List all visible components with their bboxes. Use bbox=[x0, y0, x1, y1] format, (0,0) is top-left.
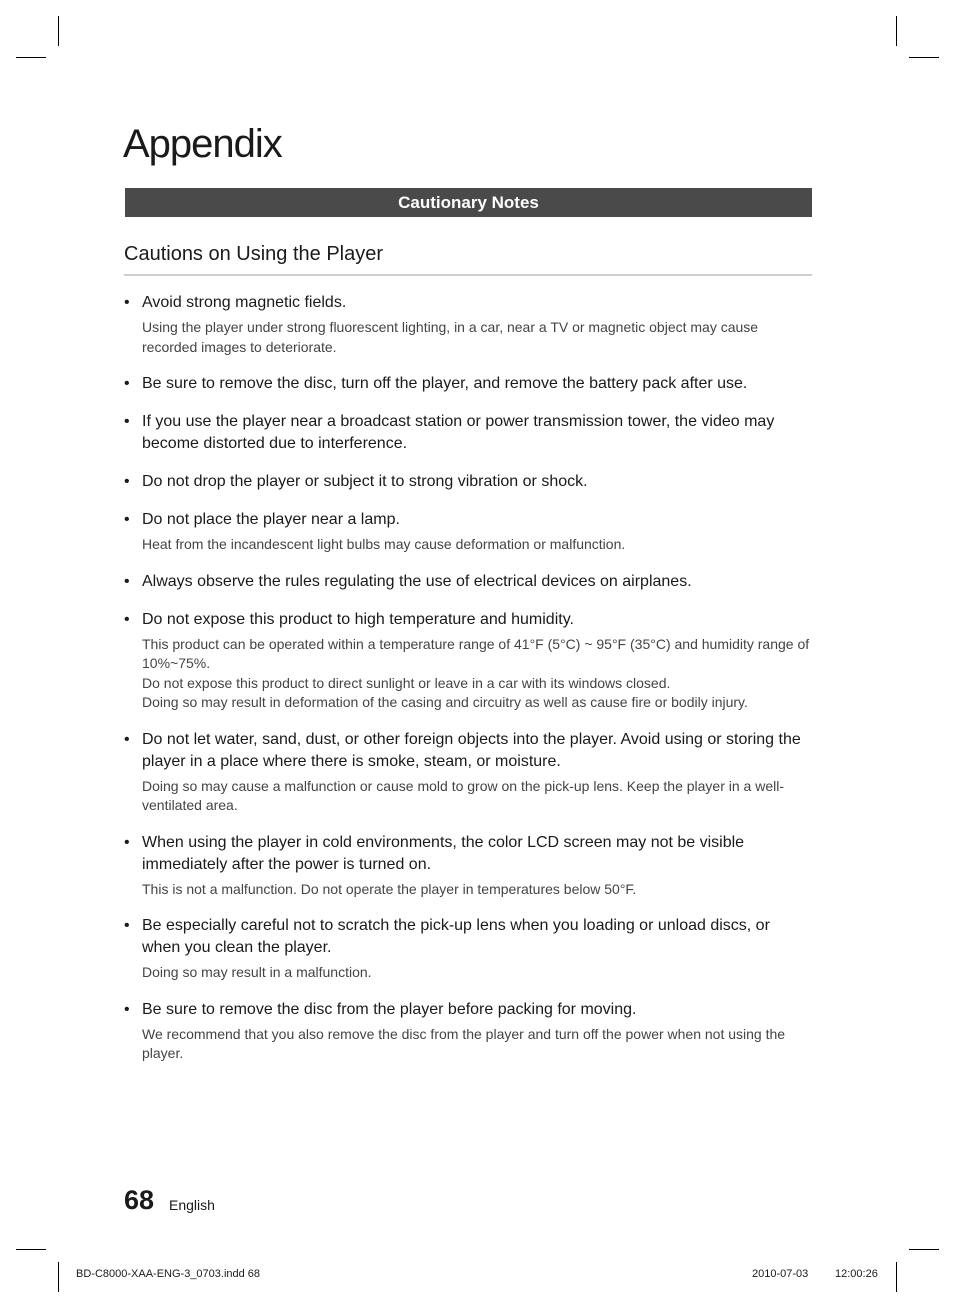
bullet-icon: • bbox=[124, 730, 130, 748]
bullet-icon: • bbox=[124, 610, 130, 628]
caution-detail bbox=[142, 535, 812, 555]
caution-detail-line: Doing so may result in deformation of the casing and circuitry as well as cause fire or bodily injury. bbox=[142, 694, 748, 710]
caution-item bbox=[124, 471, 812, 493]
caution-heading: Be especially careful not to scratch the pick-up lens when you loading or unload discs, or when you clean the player. bbox=[142, 917, 770, 956]
caution-item bbox=[124, 832, 812, 900]
caution-detail bbox=[142, 880, 812, 900]
bullet-icon: • bbox=[124, 511, 130, 528]
crop-mark bbox=[909, 1249, 939, 1250]
caution-list bbox=[124, 292, 812, 1080]
bullet-icon: • bbox=[124, 473, 130, 490]
caution-heading: When using the player in cold environments, the color LCD screen may not be visible immediately after the power is turned on. bbox=[142, 833, 745, 873]
caution-item bbox=[124, 509, 812, 555]
caution-item bbox=[124, 999, 812, 1064]
caution-heading: Do not drop the player or subject it to strong vibration or shock. bbox=[142, 473, 588, 490]
slug-time: 12:00:26 bbox=[835, 1268, 878, 1280]
caution-detail-line: Using the player under strong fluorescent lighting, in a car, near a TV or magnetic object may cause recorded images to deteriorate. bbox=[142, 319, 759, 355]
bullet-icon: • bbox=[124, 294, 130, 311]
section-heading: Cautions on Using the Player bbox=[124, 243, 384, 265]
bullet-icon: • bbox=[124, 833, 130, 851]
bullet-icon: • bbox=[124, 1000, 130, 1018]
caution-item bbox=[124, 609, 812, 713]
caution-heading: Do not let water, sand, dust, or other foreign objects into the player. Avoid using or storing the player in a place where there is smoke, steam, or moisture. bbox=[142, 730, 801, 770]
caution-detail-line: Heat from the incandescent light bulbs may cause deformation or malfunction. bbox=[142, 536, 626, 552]
crop-mark bbox=[896, 16, 897, 46]
crop-mark bbox=[16, 1249, 46, 1250]
caution-heading: Be sure to remove the disc from the player before packing for moving. bbox=[142, 1000, 637, 1018]
caution-item bbox=[124, 373, 812, 395]
crop-mark bbox=[16, 57, 46, 58]
caution-detail-line: Doing so may result in a malfunction. bbox=[142, 964, 372, 980]
caution-item bbox=[124, 411, 812, 455]
caution-detail-line: Do not expose this product to direct sunlight or leave in a car with its windows closed. bbox=[142, 674, 671, 691]
caution-heading: Always observe the rules regulating the use of electrical devices on airplanes. bbox=[142, 572, 692, 590]
crop-mark bbox=[909, 57, 939, 58]
bullet-icon: • bbox=[124, 572, 130, 590]
caution-heading: If you use the player near a broadcast station or power transmission tower, the video may become distorted due to interference. bbox=[142, 413, 775, 452]
caution-item bbox=[124, 571, 812, 593]
caution-detail bbox=[142, 318, 812, 357]
slug-date: 2010-07-03 bbox=[752, 1268, 809, 1280]
caution-detail bbox=[142, 635, 812, 713]
caution-heading: Be sure to remove the disc, turn off the player, and remove the battery pack after use. bbox=[142, 375, 748, 392]
caution-item bbox=[124, 729, 812, 816]
caution-detail bbox=[142, 1025, 812, 1064]
crop-mark bbox=[58, 1262, 59, 1292]
crop-mark bbox=[896, 1262, 897, 1292]
caution-detail bbox=[142, 963, 812, 983]
caution-item bbox=[124, 915, 812, 983]
caution-heading: Do not expose this product to high temperature and humidity. bbox=[142, 610, 574, 628]
page-title: Appendix bbox=[123, 122, 282, 166]
caution-detail-line: Doing so may cause a malfunction or cause mold to grow on the pick-up lens. Keep the player in a well-ventilated area. bbox=[142, 777, 785, 813]
caution-heading: Do not place the player near a lamp. bbox=[142, 511, 400, 528]
page-language: English bbox=[169, 1197, 215, 1213]
section-band: Cautionary Notes bbox=[125, 188, 812, 217]
bullet-icon: • bbox=[124, 917, 130, 934]
slug-filename: BD-C8000-XAA-ENG-3_0703.indd 68 bbox=[76, 1268, 261, 1280]
caution-heading: Avoid strong magnetic fields. bbox=[142, 294, 347, 311]
bullet-icon: • bbox=[124, 413, 130, 430]
page-number: 68 bbox=[124, 1185, 155, 1215]
caution-detail bbox=[142, 777, 812, 816]
caution-detail-line: We recommend that you also remove the disc from the player and turn off the power when not using the player. bbox=[142, 1025, 786, 1061]
bullet-icon: • bbox=[124, 375, 130, 392]
caution-item bbox=[124, 292, 812, 357]
caution-detail-line: This is not a malfunction. Do not operate the player in temperatures below 50°F. bbox=[142, 880, 637, 897]
section-divider bbox=[124, 274, 812, 276]
caution-detail-line: This product can be operated within a temperature range of 41°F (5°C) ~ 95°F (35°C) and humidity range of 10%~75%. bbox=[142, 635, 810, 671]
crop-mark bbox=[58, 16, 59, 46]
